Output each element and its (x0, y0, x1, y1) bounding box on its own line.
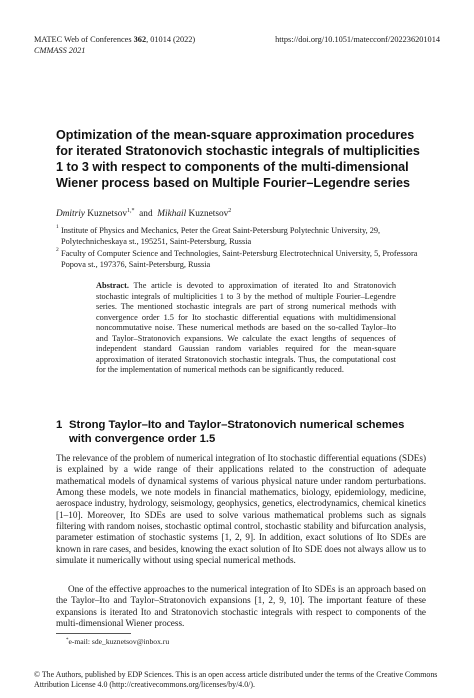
affiliation-2-text: Faculty of Computer Science and Technologies, Saint-Petersburg Electrotechnical University, 5, Professora Popova st., 197376, Saint-Petersburg, Russia (61, 249, 418, 269)
body-paragraph-1: The relevance of the problem of numerical integration of Ito stochastic differential equations (SDEs) is explained by a wide range of their applications related to the construction of adequate mathematical models of dynamical systems of various physical nature under random perturbations. Among these models, we note models in financial mathematics, biology, epidemiology, medicine, aerospace industry, hydrology, seismology, geophysics, genetics, electrodynamics, chemical kinetics [1–10]. Moreover, Ito SDEs are used to solve various mathematical problems such as signals filtering with random noises, stochastic optimal control, stochastic stability and bifurcation analysis, parameter estimation of stochastic systems [1, 2, 9]. In addition, exact solutions of Ito SDEs are known in rare cases, and besides, knowing the exact solution of Ito SDE does not always allow us to simulate it numerically without using special numerical methods. (56, 453, 427, 566)
abstract-text: The article is devoted to approximation of iterated Ito and Stratonovich stochastic integrals of multiplicities 1 to 3 by the method of multiple Fourier–Legendre series. The mentioned stochastic integrals are part of strong numerical methods with convergence order 1.5 for Ito stochastic differential equations with multidimensional noncommutative noise. These numerical methods are based on the so-called Taylor–Ito and Taylor–Stratonovich expansions. We calculate the exact lengths of sequences of independent standard Gaussian random variables required for the mean-square approximation of iterated Stratonovich stochastic integrals. Thus, the computational cost for the implementation of numerical methods can be significantly reduced. (96, 281, 396, 374)
affiliation-2: 2 Faculty of Computer Science and Technologies, Saint-Petersburg Electrotechnical University, 5, Professora Popova st., 197376, Saint-Petersburg, Russia (56, 249, 426, 270)
affiliation-1-text: Institute of Physics and Mechanics, Peter the Great Saint-Petersburg Polytechnic University, 29, Polytechnicheskaya st., 195251, Saint-Petersburg, Russia (61, 226, 381, 246)
journal-line (34, 34, 195, 45)
body-paragraph-2: One of the effective approaches to the numerical integration of Ito SDEs is an approach based on the Taylor–Ito and Taylor–Stratonovich expansions [1, 2, 9, 10]. The important feature of these expansions is iterated Ito and Stratonovich stochastic integrals with respect to components of the multi-dimensional Wiener process. (56, 584, 426, 629)
footnote-marker: * (66, 638, 69, 643)
footnote (66, 637, 169, 647)
section-title: Strong Taylor–Ito and Taylor–Stratonovich numerical schemes with convergence order 1.5 (69, 419, 405, 445)
abstract (96, 281, 396, 376)
abstract-label: Abstract. (96, 281, 129, 290)
doi-link[interactable]: https://doi.org/10.1051/matecconf/202236201014 (275, 35, 440, 44)
running-header-left (34, 34, 195, 56)
article-number: , 01014 (2022) (146, 35, 196, 44)
journal-volume: 362 (133, 35, 147, 44)
license-footer: © The Authors, published by EDP Sciences. This is an open access article distributed under the terms of the Creative Commons Attribution License 4.0 (http://creativecommons.org/licenses/by/4.0/). (34, 670, 438, 689)
author-2-family-name: Kuznetsov (186, 209, 229, 219)
author-1-given-name: Dmitriy (56, 209, 85, 219)
section-heading (56, 418, 426, 446)
author-1-family-name: Kuznetsov (84, 209, 128, 219)
author-1-affiliation-marker: 1,* (127, 208, 135, 214)
journal-name: MATEC Web of Conferences (34, 35, 134, 44)
author-connector: and (139, 209, 153, 219)
footnote-email[interactable]: e-mail: sde_kuznetsov@inbox.ru (68, 637, 170, 646)
paper-title: Optimization of the mean-square approximation procedures for iterated Stratonovich stochastic integrals of multiplicities 1 to 3 with respect to components of the multi-dimensional Wiener process based on Multiple Fourier–Legendre series (56, 128, 420, 190)
author-2-given-name: Mikhail (157, 209, 187, 219)
conference-name: CMMASS 2021 (34, 46, 86, 55)
author-2-affiliation-marker: 2 (228, 208, 232, 214)
affiliation-1: 1 Institute of Physics and Mechanics, Peter the Great Saint-Petersburg Polytechnic University, 29, Polytechnicheskaya st., 195251, Saint-Petersburg, Russia (56, 226, 426, 247)
footnote-divider (56, 633, 131, 634)
author-list (56, 208, 231, 220)
section-number: 1 (56, 419, 63, 431)
